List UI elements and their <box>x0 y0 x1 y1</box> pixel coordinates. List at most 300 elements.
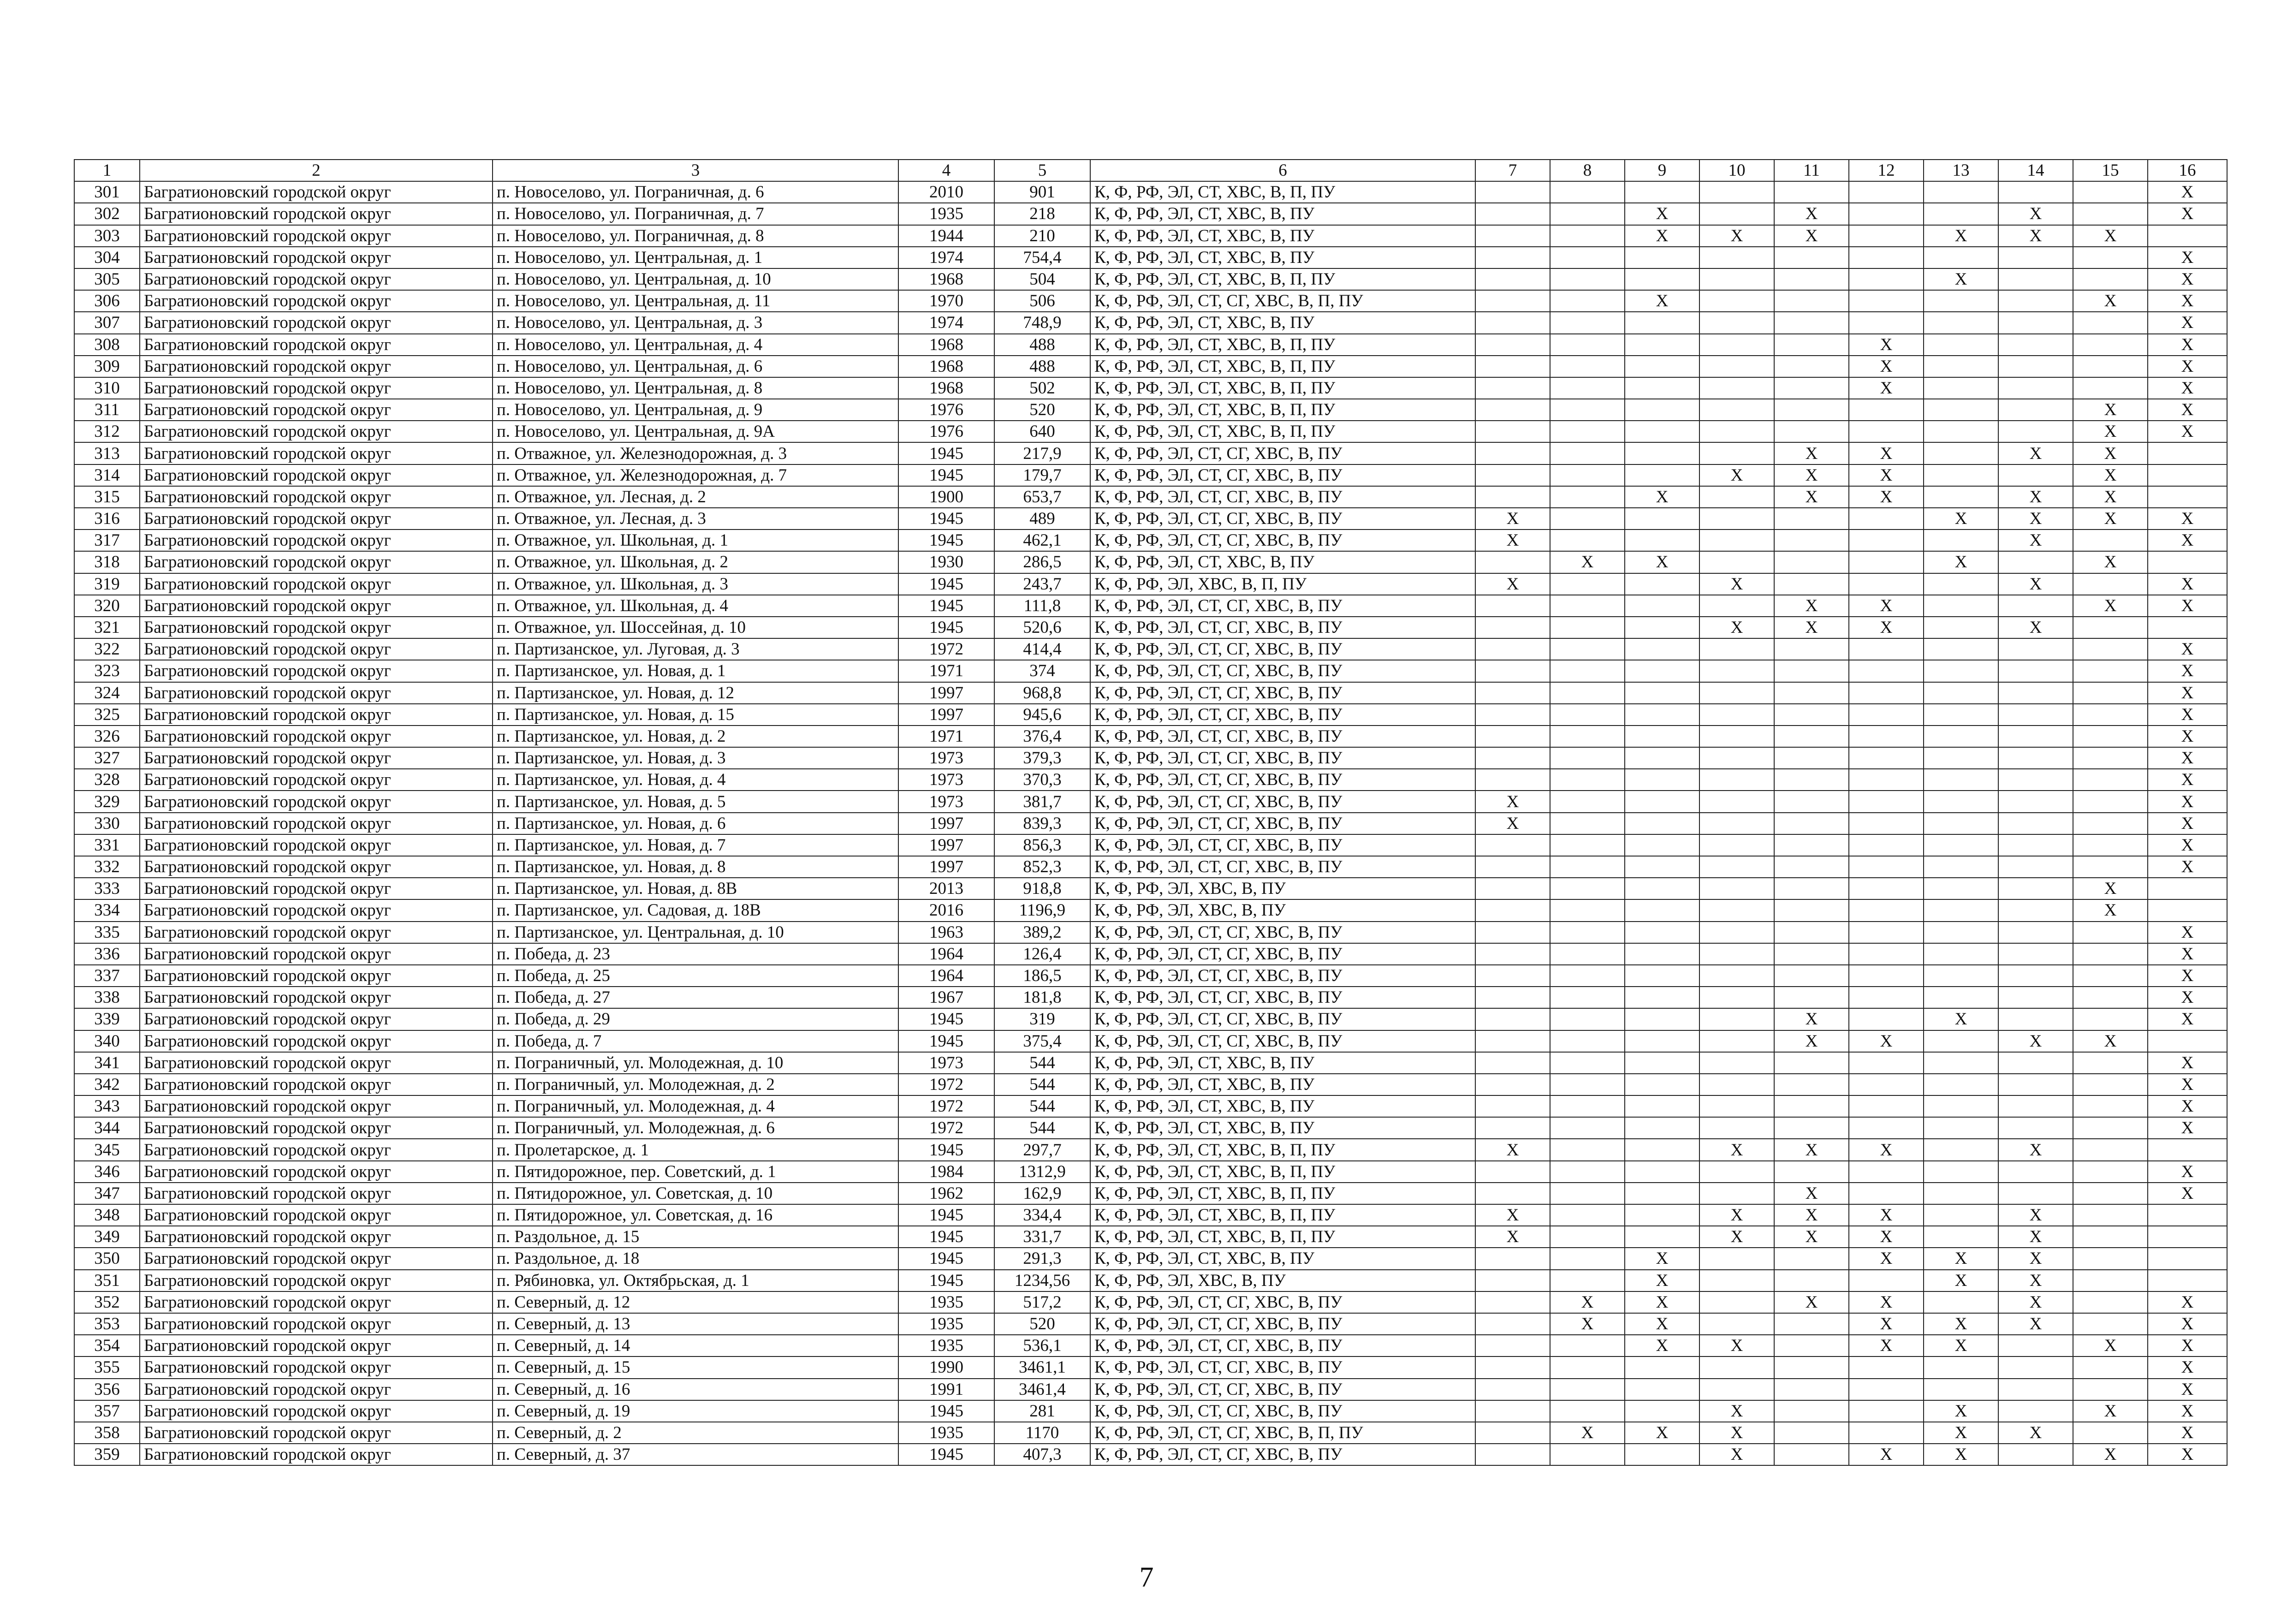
district-cell: Багратионовский городской округ <box>140 747 493 769</box>
mark-cell-col-14 <box>1998 943 2073 965</box>
table-row <box>74 573 2227 595</box>
district-cell: Багратионовский городской округ <box>140 1313 493 1335</box>
mark-cell-col-16 <box>2148 356 2227 377</box>
district-cell: Багратионовский городской округ <box>140 922 493 943</box>
mark-cell-col-7 <box>1475 334 1550 356</box>
mark-cell-col-16 <box>2148 529 2227 551</box>
table-row <box>74 399 2227 421</box>
mark-cell-col-11 <box>1774 791 1849 812</box>
table-row <box>74 1444 2227 1465</box>
mark-cell-col-9 <box>1625 878 1699 899</box>
mark-cell-col-13 <box>1924 551 1998 573</box>
address-cell: п. Партизанское, ул. Новая, д. 6 <box>493 813 898 834</box>
mark-cell-col-7 <box>1475 1226 1550 1248</box>
build-year-cell: 1964 <box>898 965 994 987</box>
mark-cell-col-10 <box>1699 1204 1774 1226</box>
mark-cell-col-15 <box>2073 1008 2148 1030</box>
mark-cell-col-9 <box>1625 181 1699 203</box>
area-cell: 945,6 <box>994 704 1090 726</box>
mark-cell-col-10 <box>1699 1095 1774 1117</box>
mark-cell-col-16 <box>2148 726 2227 747</box>
table-row <box>74 312 2227 333</box>
x-mark: X <box>1805 1140 1818 1160</box>
works-list-cell: К, Ф, РФ, ЭЛ, СТ, СГ, ХВС, В, ПУ <box>1090 1313 1475 1335</box>
x-mark: X <box>2029 204 2042 224</box>
x-mark: X <box>1880 1140 1893 1160</box>
mark-cell-col-16 <box>2148 682 2227 704</box>
works-list-cell: К, Ф, РФ, ЭЛ, СТ, СГ, ХВС, В, ПУ <box>1090 464 1475 486</box>
x-mark: X <box>1805 596 1818 615</box>
mark-cell-col-16 <box>2148 1117 2227 1139</box>
mark-cell-col-15 <box>2073 551 2148 573</box>
mark-cell-col-14 <box>1998 704 2073 726</box>
mark-cell-col-9 <box>1625 1356 1699 1378</box>
mark-cell-col-16 <box>2148 551 2227 573</box>
mark-cell-col-8 <box>1550 508 1625 529</box>
works-list-cell: К, Ф, РФ, ЭЛ, СТ, СГ, ХВС, В, ПУ <box>1090 834 1475 856</box>
address-cell: п. Северный, д. 13 <box>493 1313 898 1335</box>
mark-cell-col-9 <box>1625 1422 1699 1444</box>
x-mark: X <box>2181 749 2194 768</box>
mark-cell-col-7 <box>1475 1052 1550 1074</box>
mark-cell-col-9 <box>1625 769 1699 791</box>
mark-cell-col-14 <box>1998 1335 2073 1356</box>
x-mark: X <box>1954 509 1967 529</box>
row-number-cell: 316 <box>74 508 140 529</box>
table-row <box>74 1379 2227 1400</box>
x-mark: X <box>2181 922 2194 942</box>
mark-cell-col-8 <box>1550 899 1625 921</box>
district-cell: Багратионовский городской округ <box>140 356 493 377</box>
mark-cell-col-11 <box>1774 856 1849 878</box>
x-mark: X <box>2029 1423 2042 1442</box>
x-mark: X <box>2181 988 2194 1007</box>
mark-cell-col-10 <box>1699 878 1774 899</box>
mark-cell-col-14 <box>1998 617 2073 638</box>
address-cell: п. Партизанское, ул. Новая, д. 1 <box>493 660 898 682</box>
x-mark: X <box>1730 1140 1743 1160</box>
district-cell: Багратионовский городской округ <box>140 660 493 682</box>
mark-cell-col-8 <box>1550 551 1625 573</box>
works-list-cell: К, Ф, РФ, ЭЛ, СТ, ХВС, В, П, ПУ <box>1090 268 1475 290</box>
mark-cell-col-8 <box>1550 726 1625 747</box>
mark-cell-col-7 <box>1475 442 1550 464</box>
mark-cell-col-15 <box>2073 399 2148 421</box>
mark-cell-col-11 <box>1774 595 1849 617</box>
build-year-cell: 1973 <box>898 747 994 769</box>
mark-cell-col-15 <box>2073 1226 2148 1248</box>
column-number-row <box>74 160 2227 181</box>
build-year-cell: 1945 <box>898 529 994 551</box>
mark-cell-col-7 <box>1475 726 1550 747</box>
x-mark: X <box>1880 444 1893 463</box>
mark-cell-col-16 <box>2148 1008 2227 1030</box>
table-row <box>74 1139 2227 1160</box>
works-list-cell: К, Ф, РФ, ЭЛ, ХВС, В, ПУ <box>1090 1270 1475 1291</box>
address-cell: п. Отважное, ул. Железнодорожная, д. 3 <box>493 442 898 464</box>
district-cell: Багратионовский городской округ <box>140 290 493 312</box>
table-row <box>74 704 2227 726</box>
mark-cell-col-9 <box>1625 247 1699 268</box>
mark-cell-col-14 <box>1998 247 2073 268</box>
works-list-cell: К, Ф, РФ, ЭЛ, СТ, СГ, ХВС, В, ПУ <box>1090 682 1475 704</box>
mark-cell-col-15 <box>2073 747 2148 769</box>
mark-cell-col-12 <box>1849 638 1924 660</box>
mark-cell-col-14 <box>1998 486 2073 508</box>
row-number-cell: 359 <box>74 1444 140 1465</box>
area-cell: 517,2 <box>994 1291 1090 1313</box>
mark-cell-col-14 <box>1998 987 2073 1008</box>
mark-cell-col-13 <box>1924 334 1998 356</box>
mark-cell-col-16 <box>2148 1422 2227 1444</box>
mark-cell-col-11 <box>1774 1008 1849 1030</box>
area-cell: 544 <box>994 1095 1090 1117</box>
mark-cell-col-14 <box>1998 551 2073 573</box>
mark-cell-col-7 <box>1475 1248 1550 1269</box>
mark-cell-col-12 <box>1849 247 1924 268</box>
mark-cell-col-10 <box>1699 1291 1774 1313</box>
address-cell: п. Пограничный, ул. Молодежная, д. 4 <box>493 1095 898 1117</box>
mark-cell-col-13 <box>1924 1161 1998 1183</box>
district-cell: Багратионовский городской округ <box>140 617 493 638</box>
mark-cell-col-14 <box>1998 965 2073 987</box>
district-cell: Багратионовский городской округ <box>140 726 493 747</box>
x-mark: X <box>1506 574 1519 594</box>
x-mark: X <box>1880 1315 1893 1334</box>
works-list-cell: К, Ф, РФ, ЭЛ, СТ, ХВС, В, ПУ <box>1090 203 1475 225</box>
x-mark: X <box>2181 1010 2194 1029</box>
mark-cell-col-14 <box>1998 791 2073 812</box>
mark-cell-col-13 <box>1924 1270 1998 1291</box>
works-list-cell: К, Ф, РФ, ЭЛ, СТ, СГ, ХВС, В, ПУ <box>1090 442 1475 464</box>
address-cell: п. Пятидорожное, ул. Советская, д. 10 <box>493 1183 898 1204</box>
mark-cell-col-12 <box>1849 334 1924 356</box>
mark-cell-col-16 <box>2148 1444 2227 1465</box>
row-number-cell: 352 <box>74 1291 140 1313</box>
mark-cell-col-10 <box>1699 486 1774 508</box>
area-cell: 748,9 <box>994 312 1090 333</box>
row-number-cell: 333 <box>74 878 140 899</box>
x-mark: X <box>2181 574 2194 594</box>
mark-cell-col-9 <box>1625 1161 1699 1183</box>
mark-cell-col-10 <box>1699 421 1774 442</box>
mark-cell-col-8 <box>1550 247 1625 268</box>
mark-cell-col-10 <box>1699 1226 1774 1248</box>
mark-cell-col-7 <box>1475 1095 1550 1117</box>
works-list-cell: К, Ф, РФ, ЭЛ, СТ, ХВС, В, ПУ <box>1090 247 1475 268</box>
build-year-cell: 1935 <box>898 1291 994 1313</box>
mark-cell-col-15 <box>2073 769 2148 791</box>
x-mark: X <box>2181 270 2194 289</box>
mark-cell-col-10 <box>1699 1248 1774 1269</box>
table-row <box>74 1161 2227 1183</box>
works-list-cell: К, Ф, РФ, ЭЛ, СТ, СГ, ХВС, В, ПУ <box>1090 987 1475 1008</box>
x-mark: X <box>1506 531 1519 550</box>
x-mark: X <box>1805 487 1818 506</box>
mark-cell-col-7 <box>1475 791 1550 812</box>
build-year-cell: 1935 <box>898 1335 994 1356</box>
mark-cell-col-7 <box>1475 965 1550 987</box>
mark-cell-col-11 <box>1774 726 1849 747</box>
mark-cell-col-14 <box>1998 660 2073 682</box>
mark-cell-col-9 <box>1625 399 1699 421</box>
build-year-cell: 1976 <box>898 399 994 421</box>
mark-cell-col-16 <box>2148 1161 2227 1183</box>
mark-cell-col-16 <box>2148 704 2227 726</box>
table-row <box>74 638 2227 660</box>
mark-cell-col-7 <box>1475 551 1550 573</box>
x-mark: X <box>1730 618 1743 637</box>
x-mark: X <box>2181 835 2194 855</box>
build-year-cell: 1990 <box>898 1356 994 1378</box>
mark-cell-col-14 <box>1998 225 2073 247</box>
mark-cell-col-12 <box>1849 1444 1924 1465</box>
mark-cell-col-8 <box>1550 987 1625 1008</box>
mark-cell-col-10 <box>1699 1422 1774 1444</box>
mark-cell-col-16 <box>2148 1248 2227 1269</box>
build-year-cell: 1968 <box>898 356 994 377</box>
area-cell: 376,4 <box>994 726 1090 747</box>
mark-cell-col-7 <box>1475 1008 1550 1030</box>
address-cell: п. Новоселово, ул. Центральная, д. 11 <box>493 290 898 312</box>
mark-cell-col-8 <box>1550 1422 1625 1444</box>
x-mark: X <box>2029 1031 2042 1051</box>
works-list-cell: К, Ф, РФ, ЭЛ, ХВС, В, ПУ <box>1090 878 1475 899</box>
x-mark: X <box>2181 183 2194 202</box>
mark-cell-col-16 <box>2148 1400 2227 1422</box>
build-year-cell: 1945 <box>898 1248 994 1269</box>
mark-cell-col-12 <box>1849 943 1924 965</box>
mark-cell-col-12 <box>1849 899 1924 921</box>
mark-cell-col-8 <box>1550 181 1625 203</box>
x-mark: X <box>1805 1227 1818 1247</box>
mark-cell-col-9 <box>1625 1379 1699 1400</box>
mark-cell-col-8 <box>1550 682 1625 704</box>
x-mark: X <box>1506 509 1519 529</box>
mark-cell-col-9 <box>1625 508 1699 529</box>
table-row <box>74 203 2227 225</box>
mark-cell-col-14 <box>1998 334 2073 356</box>
mark-cell-col-8 <box>1550 1356 1625 1378</box>
row-number-cell: 318 <box>74 551 140 573</box>
mark-cell-col-10 <box>1699 181 1774 203</box>
build-year-cell: 1930 <box>898 551 994 573</box>
works-list-cell: К, Ф, РФ, ЭЛ, СТ, СГ, ХВС, В, П, ПУ <box>1090 1422 1475 1444</box>
mark-cell-col-7 <box>1475 856 1550 878</box>
x-mark: X <box>1880 335 1893 354</box>
table-row <box>74 334 2227 356</box>
mark-cell-col-10 <box>1699 682 1774 704</box>
address-cell: п. Партизанское, ул. Новая, д. 3 <box>493 747 898 769</box>
mark-cell-col-13 <box>1924 1313 1998 1335</box>
mark-cell-col-13 <box>1924 1008 1998 1030</box>
mark-cell-col-8 <box>1550 312 1625 333</box>
x-mark: X <box>2104 1336 2117 1356</box>
address-cell: п. Новоселово, ул. Центральная, д. 10 <box>493 268 898 290</box>
mark-cell-col-11 <box>1774 1074 1849 1095</box>
mark-cell-col-14 <box>1998 356 2073 377</box>
address-cell: п. Отважное, ул. Школьная, д. 1 <box>493 529 898 551</box>
mark-cell-col-12 <box>1849 290 1924 312</box>
x-mark: X <box>2029 487 2042 506</box>
mark-cell-col-10 <box>1699 399 1774 421</box>
x-mark: X <box>2029 618 2042 637</box>
area-cell: 281 <box>994 1400 1090 1422</box>
mark-cell-col-11 <box>1774 1161 1849 1183</box>
address-cell: п. Рябиновка, ул. Октябрьская, д. 1 <box>493 1270 898 1291</box>
row-number-cell: 347 <box>74 1183 140 1204</box>
table-row <box>74 377 2227 399</box>
mark-cell-col-9 <box>1625 922 1699 943</box>
works-list-cell: К, Ф, РФ, ЭЛ, СТ, СГ, ХВС, В, П, ПУ <box>1090 290 1475 312</box>
mark-cell-col-15 <box>2073 312 2148 333</box>
mark-cell-col-10 <box>1699 987 1774 1008</box>
address-cell: п. Отважное, ул. Школьная, д. 2 <box>493 551 898 573</box>
mark-cell-col-15 <box>2073 856 2148 878</box>
mark-cell-col-15 <box>2073 464 2148 486</box>
mark-cell-col-11 <box>1774 334 1849 356</box>
table-row <box>74 1226 2227 1248</box>
mark-cell-col-10 <box>1699 1008 1774 1030</box>
area-cell: 414,4 <box>994 638 1090 660</box>
mark-cell-col-10 <box>1699 1030 1774 1052</box>
mark-cell-col-16 <box>2148 486 2227 508</box>
mark-cell-col-12 <box>1849 1379 1924 1400</box>
mark-cell-col-16 <box>2148 1335 2227 1356</box>
mark-cell-col-7 <box>1475 1183 1550 1204</box>
build-year-cell: 2010 <box>898 181 994 203</box>
x-mark: X <box>2181 1292 2194 1312</box>
works-list-cell: К, Ф, РФ, ЭЛ, СТ, ХВС, В, ПУ <box>1090 1117 1475 1139</box>
area-cell: 111,8 <box>994 595 1090 617</box>
table-row <box>74 356 2227 377</box>
address-cell: п. Северный, д. 14 <box>493 1335 898 1356</box>
mark-cell-col-11 <box>1774 922 1849 943</box>
mark-cell-col-8 <box>1550 1248 1625 1269</box>
table-row <box>74 1117 2227 1139</box>
x-mark: X <box>1656 204 1669 224</box>
works-list-cell: К, Ф, РФ, ЭЛ, СТ, СГ, ХВС, В, ПУ <box>1090 704 1475 726</box>
address-cell: п. Новоселово, ул. Центральная, д. 9А <box>493 421 898 442</box>
x-mark: X <box>2181 857 2194 877</box>
works-list-cell: К, Ф, РФ, ЭЛ, СТ, ХВС, В, П, ПУ <box>1090 1204 1475 1226</box>
mark-cell-col-11 <box>1774 247 1849 268</box>
row-number-cell: 314 <box>74 464 140 486</box>
mark-cell-col-12 <box>1849 1270 1924 1291</box>
x-mark: X <box>2181 944 2194 964</box>
district-cell: Багратионовский городской округ <box>140 856 493 878</box>
mark-cell-col-14 <box>1998 899 2073 921</box>
x-mark: X <box>2029 226 2042 245</box>
build-year-cell: 1945 <box>898 617 994 638</box>
works-list-cell: К, Ф, РФ, ЭЛ, СТ, ХВС, В, ПУ <box>1090 1248 1475 1269</box>
mark-cell-col-11 <box>1774 181 1849 203</box>
row-number-cell: 344 <box>74 1117 140 1139</box>
build-year-cell: 1984 <box>898 1161 994 1183</box>
mark-cell-col-11 <box>1774 1117 1849 1139</box>
mark-cell-col-9 <box>1625 421 1699 442</box>
table-row <box>74 464 2227 486</box>
address-cell: п. Северный, д. 16 <box>493 1379 898 1400</box>
mark-cell-col-16 <box>2148 769 2227 791</box>
row-number-cell: 320 <box>74 595 140 617</box>
area-cell: 488 <box>994 356 1090 377</box>
address-cell: п. Победа, д. 29 <box>493 1008 898 1030</box>
mark-cell-col-16 <box>2148 1226 2227 1248</box>
mark-cell-col-10 <box>1699 899 1774 921</box>
mark-cell-col-9 <box>1625 486 1699 508</box>
mark-cell-col-15 <box>2073 638 2148 660</box>
mark-cell-col-13 <box>1924 247 1998 268</box>
area-cell: 918,8 <box>994 878 1090 899</box>
mark-cell-col-12 <box>1849 421 1924 442</box>
mark-cell-col-10 <box>1699 442 1774 464</box>
mark-cell-col-8 <box>1550 1204 1625 1226</box>
row-number-cell: 330 <box>74 813 140 834</box>
row-number-cell: 327 <box>74 747 140 769</box>
mark-cell-col-14 <box>1998 747 2073 769</box>
mark-cell-col-11 <box>1774 1291 1849 1313</box>
build-year-cell: 1976 <box>898 421 994 442</box>
mark-cell-col-11 <box>1774 421 1849 442</box>
row-number-cell: 335 <box>74 922 140 943</box>
mark-cell-col-15 <box>2073 726 2148 747</box>
build-year-cell: 1945 <box>898 1270 994 1291</box>
mark-cell-col-15 <box>2073 356 2148 377</box>
mark-cell-col-8 <box>1550 1052 1625 1074</box>
row-number-cell: 334 <box>74 899 140 921</box>
x-mark: X <box>1954 1271 1967 1290</box>
mark-cell-col-8 <box>1550 225 1625 247</box>
area-cell: 286,5 <box>994 551 1090 573</box>
district-cell: Багратионовский городской округ <box>140 878 493 899</box>
mark-cell-col-9 <box>1625 747 1699 769</box>
mark-cell-col-8 <box>1550 1161 1625 1183</box>
mark-cell-col-11 <box>1774 1444 1849 1465</box>
mark-cell-col-10 <box>1699 660 1774 682</box>
mark-cell-col-13 <box>1924 638 1998 660</box>
mark-cell-col-11 <box>1774 1400 1849 1422</box>
mark-cell-col-11 <box>1774 1183 1849 1204</box>
mark-cell-col-16 <box>2148 268 2227 290</box>
mark-cell-col-10 <box>1699 943 1774 965</box>
x-mark: X <box>2104 487 2117 506</box>
row-number-cell: 357 <box>74 1400 140 1422</box>
mark-cell-col-7 <box>1475 1291 1550 1313</box>
address-cell: п. Новоселово, ул. Центральная, д. 4 <box>493 334 898 356</box>
area-cell: 331,7 <box>994 1226 1090 1248</box>
mark-cell-col-8 <box>1550 399 1625 421</box>
mark-cell-col-15 <box>2073 1030 2148 1052</box>
x-mark: X <box>2181 1445 2194 1464</box>
mark-cell-col-10 <box>1699 529 1774 551</box>
mark-cell-col-10 <box>1699 290 1774 312</box>
address-cell: п. Партизанское, ул. Новая, д. 12 <box>493 682 898 704</box>
mark-cell-col-7 <box>1475 595 1550 617</box>
mark-cell-col-7 <box>1475 922 1550 943</box>
mark-cell-col-12 <box>1849 181 1924 203</box>
mark-cell-col-12 <box>1849 1400 1924 1422</box>
mark-cell-col-11 <box>1774 268 1849 290</box>
mark-cell-col-15 <box>2073 1095 2148 1117</box>
row-number-cell: 337 <box>74 965 140 987</box>
build-year-cell: 1945 <box>898 573 994 595</box>
x-mark: X <box>1730 465 1743 485</box>
x-mark: X <box>2181 1053 2194 1072</box>
mark-cell-col-9 <box>1625 617 1699 638</box>
district-cell: Багратионовский городской округ <box>140 595 493 617</box>
address-cell: п. Партизанское, ул. Центральная, д. 10 <box>493 922 898 943</box>
